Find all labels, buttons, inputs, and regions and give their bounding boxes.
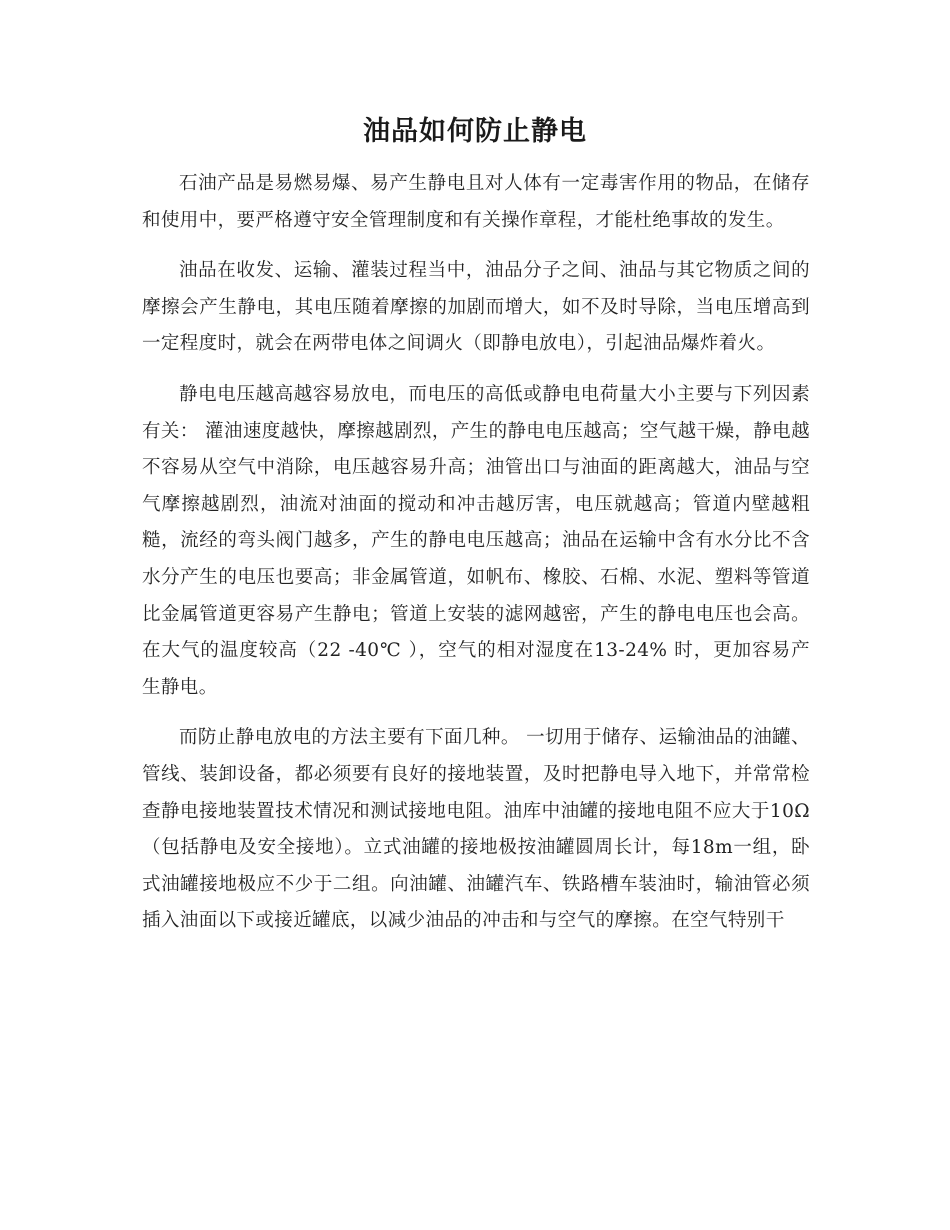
document-body [142, 166, 810, 954]
document-title: 油品如何防止静电 [363, 116, 587, 147]
paragraph-prevention-methods: 而防止静电放电的方法主要有下面几种。 一切用于储存、运输油品的油罐、管线、装卸设备，都必须要有良好的接地装置，及时把静电导入地下，并常常检查静电接地装置技术情况和测试接地电阻。油库中油罐的接地电阻不应大于10Ω（包括静电及安全接地）。立式油罐的接地极按油罐圆周长计，每18m一组，卧式油罐接地极应不少于二组。向油罐、油罐汽车、铁路槽车装油时，输油管必须插入油面以下或接近罐底，以减少油品的冲击和与空气的摩擦。在空气特别干 [142, 727, 810, 932]
paragraph-static-cause: 油品在收发、运输、灌装过程当中，油品分子之间、油品与其它物质之间的摩擦会产生静电，其电压随着摩擦的加剧而增大，如不及时导除，当电压增高到一定程度时，就会在两带电体之间调火（即静电放电），引起油品爆炸着火。 [142, 260, 810, 355]
paragraph-voltage-factors: 静电电压越高越容易放电，而电压的高低或静电电荷量大小主要与下列因素有关： 灌油速度越快，摩擦越剧烈，产生的静电电压越高；空气越干燥，静电越不容易从空气中消除，电压越容易升高；油管出口与油面的距离越大，油品与空气摩擦越剧烈，油流对油面的搅动和冲击越厉害，电压就越高；管道内壁越粗糙，流经的弯头阀门越多，产生的静电电压越高；油品在运输中含有水分比不含水分产生的电压也要高；非金属管道，如帆布、橡胶、石棉、水泥、塑料等管道比金属管道更容易产生静电；管道上安装的滤网越密，产生的静电电压也会高。在大气的温度较高（22 -40℃ ），空气的相对湿度在13-24% 时，更加容易产生静电。 [142, 383, 810, 698]
paragraph-intro: 石油产品是易燃易爆、易产生静电且对人体有一定毒害作用的物品，在储存和使用中，要严格遵守安全管理制度和有关操作章程，才能杜绝事故的发生。 [142, 173, 810, 231]
